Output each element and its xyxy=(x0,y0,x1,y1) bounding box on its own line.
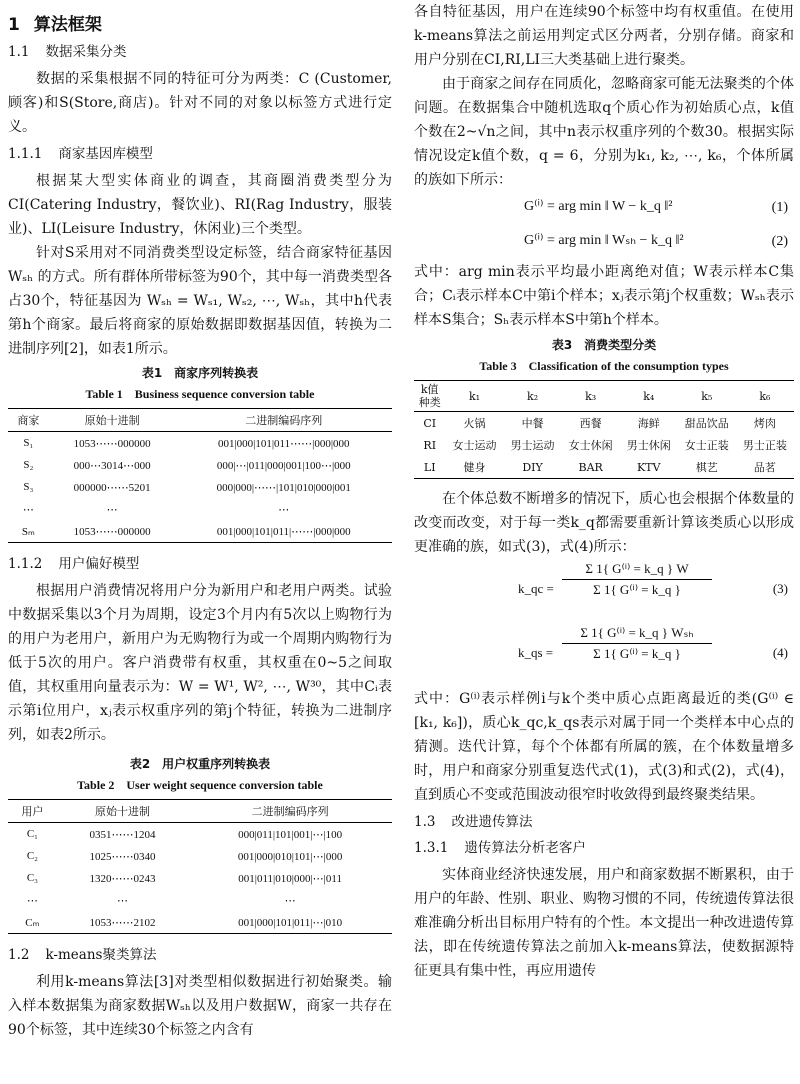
table-cell: S₁ xyxy=(23,437,34,449)
section-1-1-1-heading xyxy=(8,143,392,165)
paragraph: 各自特征基因，用户在连续90个标签中均有权重值。在使用k-means算法之前运用判定式区分两者，分别存储。商家和用户分别在CI,RI,LI三大类基础上进行聚类。 xyxy=(414,4,794,68)
section-number: 1.3 xyxy=(414,814,436,830)
table-2 xyxy=(8,799,392,934)
table-cell: 女士运动 xyxy=(452,439,497,452)
equation-lhs: k_qs = xyxy=(518,645,554,660)
equation-2 xyxy=(414,226,794,260)
table-cell: 000⋯3014⋯000 xyxy=(73,459,151,472)
table-cell: 海鲜 xyxy=(637,417,660,430)
table-header-cell: 商家 xyxy=(8,409,49,432)
table-cell: CI xyxy=(423,416,437,430)
table-cell: KTV xyxy=(636,460,661,474)
table-3-caption: 表3 消费类型分类 xyxy=(551,338,657,352)
table-cell: ⋯ xyxy=(117,894,129,907)
table-cell: 1025⋯⋯0340 xyxy=(89,850,156,863)
table-row xyxy=(8,520,392,543)
table-cell: 女士休闲 xyxy=(568,439,613,452)
table-header-cell: 二进制编码序列 xyxy=(188,800,392,823)
table-row xyxy=(414,412,794,435)
table-cell: 1053⋯⋯2102 xyxy=(89,916,156,929)
equation-number: (4) xyxy=(772,645,788,660)
table-cell: 棋艺 xyxy=(695,461,718,474)
table-1 xyxy=(8,408,392,543)
table-cell: 健身 xyxy=(463,461,486,474)
section-title: 改进遗传算法 xyxy=(451,814,533,830)
table-cell: 男士正装 xyxy=(742,439,787,452)
right-column xyxy=(414,0,794,983)
table-header-cell: 原始十进制 xyxy=(49,409,176,432)
section-number: 1 xyxy=(8,15,20,35)
denominator: Σ 1{ G⁽ⁱ⁾ = k_q } xyxy=(593,582,681,597)
numerator: Σ 1{ G⁽ⁱ⁾ = k_q } Wₛₕ xyxy=(562,623,712,644)
denominator: Σ 1{ G⁽ⁱ⁾ = k_q } xyxy=(593,646,681,661)
section-title: k-means聚类算法 xyxy=(45,947,157,963)
equation-number: (3) xyxy=(772,581,788,596)
table-cell: C₃ xyxy=(26,872,38,884)
equation-fraction xyxy=(562,623,712,664)
table-cell: Sₘ xyxy=(21,525,35,538)
table-cell: LI xyxy=(423,460,436,474)
section-1-heading xyxy=(8,10,392,35)
table-cell: 甜品饮品 xyxy=(684,417,729,430)
table-cell: ⋯ xyxy=(106,503,118,516)
equation-4 xyxy=(414,623,794,687)
equation-body: G⁽ⁱ⁾ = arg min ‖ Wₛₕ − k_q ‖² xyxy=(524,233,684,248)
table-cell: 000|000|⋯⋯|101|010|000|001 xyxy=(216,481,351,494)
table-cell: 001|011|010|000|⋯|011 xyxy=(238,872,342,885)
table-row xyxy=(8,911,392,934)
table-cell: 1320⋯⋯0243 xyxy=(89,872,156,885)
equation-number: (1) xyxy=(771,200,788,215)
table-cell: Cₘ xyxy=(25,916,40,929)
table-cell: ⋯ xyxy=(284,894,296,907)
table-header-cell: k₅ xyxy=(678,381,736,412)
table-cell: 001|000|101|011⋯⋯|000|000 xyxy=(217,437,350,450)
table-cell: 火锅 xyxy=(463,417,486,430)
table-cell: 1053⋯⋯000000 xyxy=(73,437,151,450)
table-header-cell: k₄ xyxy=(620,381,678,412)
table-cell: 000|011|101|001|⋯|100 xyxy=(238,828,343,841)
equation-fraction xyxy=(562,559,712,600)
table-cell: 000000⋯⋯5201 xyxy=(73,481,151,494)
table-row xyxy=(8,498,392,520)
section-number: 1.1.2 xyxy=(8,556,43,572)
table-row xyxy=(8,432,392,455)
equation-body: G⁽ⁱ⁾ = arg min ‖ W − k_q ‖² xyxy=(524,199,673,214)
table-cell: S₃ xyxy=(23,481,34,493)
section-title: 商家基因库模型 xyxy=(58,146,153,162)
paragraph: 在个体总数不断增多的情况下，质心也会根据个体数量的改变而改变，对于每一类k_q都需要重新计算该类质心以形成更准确的族，如式(3)，式(4)所示： xyxy=(414,491,794,555)
section-number: 1.1 xyxy=(8,44,30,60)
equation-1 xyxy=(414,192,794,226)
section-1-2-heading xyxy=(8,944,392,966)
numerator: Σ 1{ G⁽ⁱ⁾ = k_q } W xyxy=(562,559,712,580)
section-1-1-2-heading xyxy=(8,553,392,575)
table-cell: 001|000|101|011|⋯|010 xyxy=(238,916,343,929)
section-title: 数据采集分类 xyxy=(45,44,127,60)
table-cell: 烤肉 xyxy=(753,417,776,430)
section-number: 1.2 xyxy=(8,947,30,963)
table-header-cell: k₁ xyxy=(445,381,503,412)
table-cell: C₁ xyxy=(26,828,38,840)
table-cell: DIY xyxy=(522,460,543,474)
table-cell: ⋯ xyxy=(278,503,290,516)
table-row xyxy=(8,823,392,846)
table-row xyxy=(8,476,392,498)
table-cell: 0351⋯⋯1204 xyxy=(89,828,156,841)
table-row xyxy=(8,889,392,911)
table-cell: ⋯ xyxy=(26,894,38,907)
paragraph: 式中：arg min表示平均最小距离绝对值；W表示样本C集合；Cᵢ表示样本C中第i个样本；xⱼ表示第j个权重数；Wₛₕ表示样本S集合；Sₕ表示样本S中第h个样本。 xyxy=(414,264,794,328)
table-row xyxy=(8,845,392,867)
paragraph: 利用k-means算法[3]对类型相似数据进行初始聚类。输入样本数据集为商家数据Wₛₕ以及用户数据W，商家一共存在90个标签，其中连续30个标签之内含有 xyxy=(8,974,392,1038)
table-row xyxy=(414,434,794,456)
paragraph: 根据用户消费情况将用户分为新用户和老用户两类。试验中数据采集以3个月为周期，设定3个月内有5次以上购物行为的用户为老用户，新用户为无购物行为或一个周期内购物行为低于5次的用户。客户消费带有权重，其权重在0~5之间取值，其权重用向量表示为：W = W¹, W², ⋯, W³⁰，其中Cᵢ表示第i位用户，xⱼ表示权重序列的第j个特征，转换为二进制序列，如表2所示。 xyxy=(8,583,392,743)
table-cell: 1053⋯⋯000000 xyxy=(73,525,151,538)
table-2-caption-en: Table 2 User weight sequence conversion table xyxy=(77,778,323,792)
section-number: 1.1.1 xyxy=(8,146,43,162)
table-cell: S₂ xyxy=(23,459,34,471)
table-cell: 品茗 xyxy=(753,461,776,474)
table-cell: ⋯ xyxy=(22,503,34,516)
table-row xyxy=(414,456,794,479)
table-header-cell: 用户 xyxy=(8,800,57,823)
equation-number: (2) xyxy=(771,234,788,249)
table-header-cell: k₃ xyxy=(562,381,620,412)
table-cell: RI xyxy=(423,438,437,452)
table-header-cell: k₆ xyxy=(736,381,794,412)
paragraph: 式中：G⁽ⁱ⁾表示样例i与k个类中质心点距离最近的类(G⁽ⁱ⁾ ∈ [k₁, k₆])，质心k_qc,k_qs表示对属于同一个类样本中心点的猜测。迭代计算，每个个体都有所属的簇，在个体数量增多时，用户和商家分别重复迭代式(1)，式(3)和式(2)，式(4)，直到质心不变或范围波动很窄时收敛得到最终聚类结果。 xyxy=(414,691,794,803)
table-row xyxy=(8,454,392,476)
table-cell: 中餐 xyxy=(521,417,544,430)
section-title: 遗传算法分析老客户 xyxy=(464,840,586,856)
section-1-3-heading xyxy=(414,811,794,833)
table-cell: 男士运动 xyxy=(510,439,555,452)
table-1-caption-en: Table 1 Business sequence conversion table xyxy=(85,387,315,401)
section-1-3-1-heading xyxy=(414,837,794,859)
section-title: 用户偏好模型 xyxy=(58,556,140,572)
left-column xyxy=(8,0,392,1042)
section-title: 算法框架 xyxy=(33,15,102,35)
table-header-cell: 二进制编码序列 xyxy=(176,409,392,432)
paragraph: 由于商家之间存在同质化，忽略商家可能无法聚类的个体问题。在数据集合中随机选取q个质心作为初始质心点，k值个数在2~√n之间，其中n表示权重序列的个数30。根据实际情况设定k值个数，q = 6，分别为k₁, k₂, ⋯, k₆，个体所属的族如下所示： xyxy=(414,76,794,188)
table-3-caption-en: Table 3 Classification of the consumption types xyxy=(479,359,729,373)
table-row xyxy=(8,867,392,889)
table-3 xyxy=(414,380,794,479)
table-2-caption: 表2 用户权重序列转换表 xyxy=(129,757,271,771)
section-number: 1.3.1 xyxy=(414,840,449,856)
table-1-caption: 表1 商家序列转换表 xyxy=(141,366,259,380)
paragraph: 数据的采集根据不同的特征可分为两类：C (Customer,顾客)和S(Store,商店)。针对不同的对象以标签方式进行定义。 xyxy=(8,71,392,135)
table-cell: 000|⋯|011|000|001|100⋯|000 xyxy=(216,459,351,472)
table-header-cell: k₂ xyxy=(504,381,562,412)
paragraph: 根据某大型实体商业的调查，其商圈消费类型分为CI(Catering Industry，餐饮业)、RI(Rag Industry，服装业)、LI(Leisure Industry，休闲业)三个类型。 xyxy=(8,173,392,237)
table-cell: 女士正装 xyxy=(684,439,729,452)
section-1-1-heading xyxy=(8,41,392,63)
table-cell: 男士休闲 xyxy=(626,439,671,452)
table-header-cell: 原始十进制 xyxy=(57,800,188,823)
table-cell: 001|000|010|101|⋯|000 xyxy=(237,850,343,863)
equation-3 xyxy=(414,559,794,623)
table-cell: C₂ xyxy=(26,850,38,862)
table-corner-header xyxy=(414,381,445,412)
table-cell: BAR xyxy=(578,460,603,474)
paragraph: 针对S采用对不同消费类型设定标签，结合商家特征基因 Wₛₕ 的方式。所有群体所带标签为90个，其中每一消费类型各占30个，特征基因为 Wₛₕ = Wₛ₁, Wₛ₂, ⋯, Wₛₕ，其中h代表第h个商家。最后将商家的原始数据即数据基因值，转换为二进制序列[2]，如表1所示。 xyxy=(8,245,392,357)
header-k-label: k值 xyxy=(420,383,439,396)
header-type-label: 种类 xyxy=(418,396,441,409)
table-cell: 西餐 xyxy=(579,417,602,430)
table-cell: 001|000|101|011|⋯⋯|000|000 xyxy=(216,525,351,538)
equation-lhs: k_qc = xyxy=(518,581,554,596)
paragraph: 实体商业经济快速发展，用户和商家数据不断累积，由于用户的年龄、性别、职业、购物习惯的不同，传统遗传算法很难准确分析出目标用户特有的个性。本文提出一种改进遗传算法，即在传统遗传算法之前加入k-means算法，使数据源特征更具有集中性，再应用遗传 xyxy=(414,867,794,979)
